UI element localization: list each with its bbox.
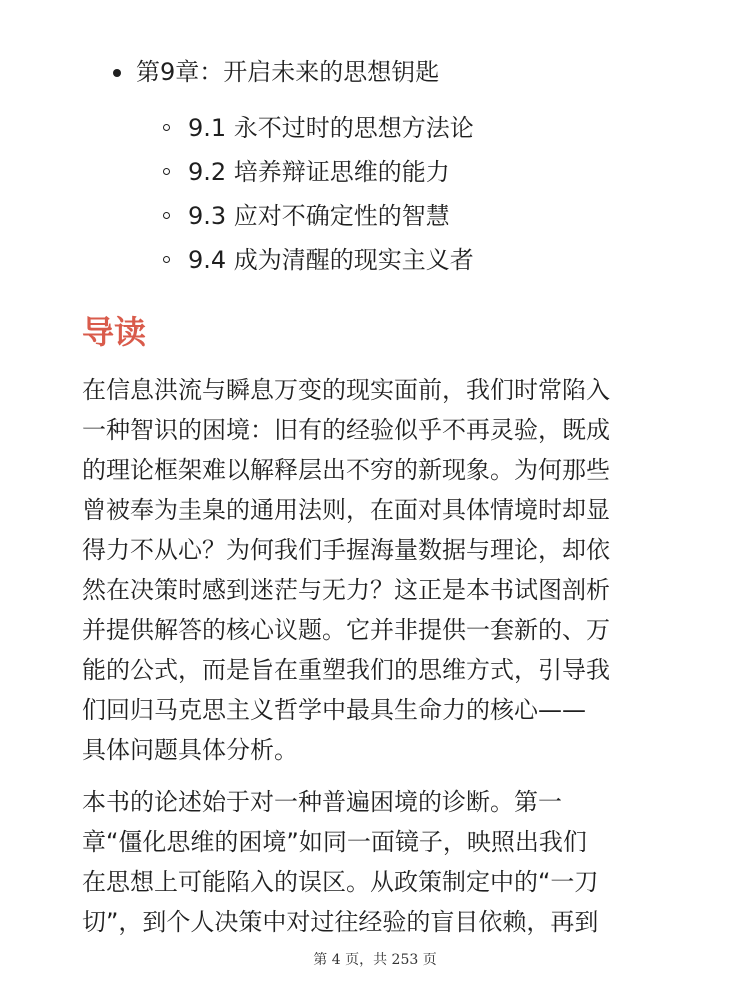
hollow-bullet-icon (163, 124, 170, 131)
text-line: 在信息洪流与瞬息万变的现实面前，我们时常陷入 (82, 376, 610, 404)
hollow-bullet-icon (163, 168, 170, 175)
text-line: 并提供解答的核心议题。它并非提供一套新的、万 (82, 616, 610, 644)
hollow-bullet-icon (163, 256, 170, 263)
text-line: 一种智识的困境：旧有的经验似乎不再灵验，既成 (82, 416, 610, 444)
toc-chapter-label: 第9章：开启未来的思想钥匙 (136, 58, 440, 86)
toc-subitem (0, 194, 750, 238)
text-line: 的理论框架难以解释层出不穷的新现象。为何那些 (82, 456, 610, 484)
text-line: 在思想上可能陷入的误区。从政策制定中的“一刀 (82, 868, 599, 896)
text-line: 具体问题具体分析。 (82, 736, 298, 764)
text-line: 章“僵化思维的困境”如同一面镜子，映照出我们 (82, 828, 587, 856)
text-line: 们回归马克思主义哲学中最具生命力的核心—— (82, 696, 586, 724)
bullet-icon (113, 69, 121, 77)
text-line: 本书的论述始于对一种普遍困境的诊断。第一 (82, 788, 562, 816)
toc-subitem-label: 9.2 培养辩证思维的能力 (188, 158, 450, 186)
section-heading: 导读 (82, 313, 147, 351)
toc-sublist (0, 106, 750, 282)
text-line: 得力不从心？为何我们手握海量数据与理论，却依 (82, 536, 610, 564)
body-paragraph (82, 782, 702, 942)
hollow-bullet-icon (163, 212, 170, 219)
text-line: 然在决策时感到迷茫与无力？这正是本书试图剖析 (82, 576, 610, 604)
text-line: 曾被奉为圭臬的通用法则，在面对具体情境时却显 (82, 496, 610, 524)
body-paragraph (82, 370, 702, 770)
page-footer: 第 4 页，共 253 页 (313, 952, 437, 968)
text-line: 能的公式，而是旨在重塑我们的思维方式，引导我 (82, 656, 610, 684)
toc-subitem-label: 9.3 应对不确定性的智慧 (188, 202, 450, 230)
toc-chapter-item (0, 50, 750, 94)
toc-subitem (0, 150, 750, 194)
text-line: 切”，到个人决策中对过往经验的盲目依赖，再到 (82, 908, 599, 936)
toc-subitem-label: 9.1 永不过时的思想方法论 (188, 114, 474, 142)
toc-subitem (0, 106, 750, 150)
table-of-contents (0, 50, 750, 282)
toc-subitem-label: 9.4 成为清醒的现实主义者 (188, 246, 474, 274)
toc-subitem (0, 238, 750, 282)
